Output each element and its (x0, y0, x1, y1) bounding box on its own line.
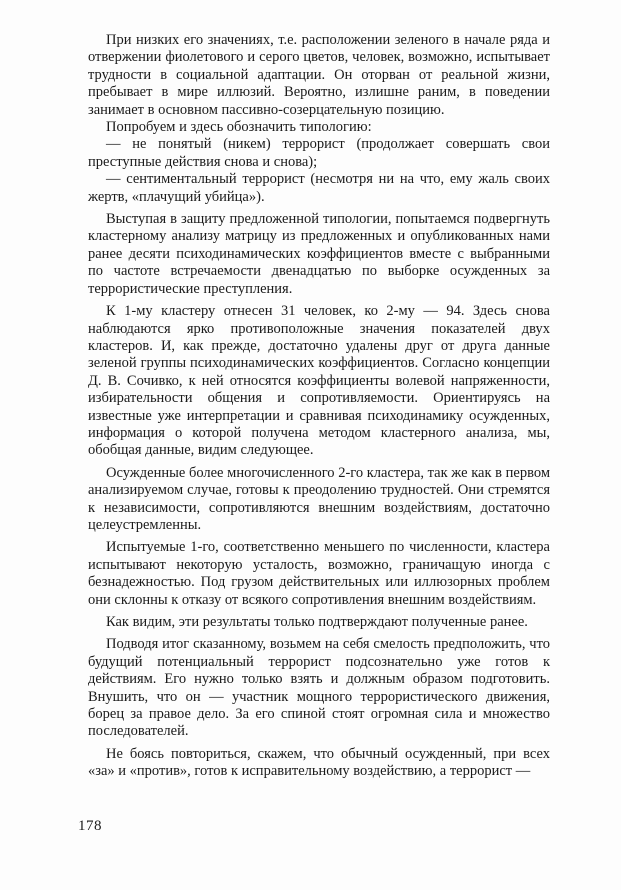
paragraph-6: К 1-му кластеру отнесен 31 человек, ко 2-му — 94. Здесь снова наблюдаются ярко противоположные значения показателей двух кластеров. И, как прежде, достаточно удалены друг от друга данные зеленой группы психодинамических коэффициентов. Согласно концепции Д. В. Сочивко, к ней относятся коэффициенты волевой напряженности, избирательности общения и сопротивляемости. Ориентируясь на известные уже интерпретации и сравнивая психодинамику осужденных, информация о которой получена методом кластерного анализа, мы, обобщая данные, видим следующее. (88, 303, 550, 459)
page-number: 178 (78, 818, 102, 834)
paragraph-4: — сентиментальный террорист (несмотря ни на что, ему жаль своих жертв, «плачущий убийца»). (88, 171, 550, 205)
paragraph-1: При низких его значениях, т.е. расположении зеленого в начале ряда и отвержении фиолетового и серого цветов, человек, возможно, испытывает трудности в социальной адаптации. Он оторван от реальной жизни, пребывает в мире иллюзий. Вероятно, излишне раним, в поведении занимает в основном пассивно-созерцательную позицию. (88, 32, 550, 118)
paragraph-8: Испытуемые 1-го, соответственно меньшего по численности, кластера испытывают некоторую усталость, возможно, граничащую иногда с безнадежностью. Под грузом действительных или иллюзорных проблем они склонны к отказу от всякого сопротивления внешним воздействиям. (88, 539, 550, 608)
paragraph-5: Выступая в защиту предложенной типологии, попытаемся подвергнуть кластерному анализу матрицу из предложенных и опубликованных нами ранее десяти психодинамических коэффициентов вместе с выбранными по частоте встречаемости двенадцатью по выборке осужденных за террористические преступления. (88, 211, 550, 297)
paragraph-7: Осужденные более многочисленного 2-го кластера, так же как в первом анализируемом случае, готовы к преодолению трудностей. Они стремятся к независимости, сопротивляются внешним воздействиям, достаточно целеустремленны. (88, 464, 550, 533)
body-text (88, 32, 550, 781)
paragraph-10: Подводя итог сказанному, возьмем на себя смелость предположить, что будущий потенциальный террорист подсознательно уже готов к действиям. Его нужно только взять и должным образом подготовить. Внушить, что он — участник мощного террористического движения, борец за правое дело. За его спиной стоят огромная сила и множество последователей. (88, 636, 550, 740)
paragraph-9: Как видим, эти результаты только подтверждают полученные ранее. (106, 614, 528, 630)
paragraph-11: Не боясь повториться, скажем, что обычный осужденный, при всех «за» и «против», готов к исправительному воздействию, а террорист — (88, 745, 550, 780)
paragraph-3: — не понятый (никем) террорист (продолжает совершать свои преступные действия снова и снова); (88, 136, 550, 170)
paragraph-2: Попробуем и здесь обозначить типологию: (106, 119, 372, 136)
